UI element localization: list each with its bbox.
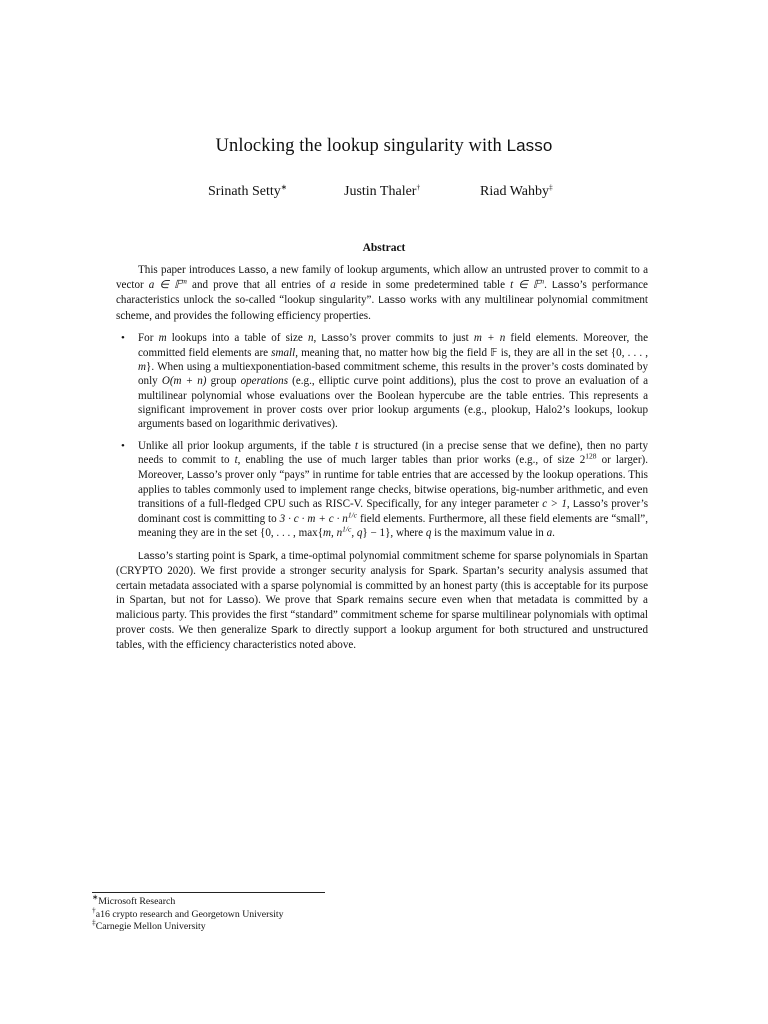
footnotes [92, 892, 284, 934]
abstract-heading: Abstract [362, 242, 406, 254]
author-wahby: Riad Wahby‡ [480, 182, 553, 199]
footnote-a16: †a16 crypto research and Georgetown University [92, 905, 284, 920]
abstract-paragraph-intro: This paper introduces Lasso, a new family of lookup arguments, which allow an untrusted prover to commit to a vector a ∈ 𝔽$^m$ and prove that all entries of a reside in some predetermined table t ∈ 𝔽$^n$. Lasso’s performance characteristics unlock the so-called “lookup singularity”. Lasso works with any multilinear polynomial commitment scheme, and provides the following efficiency properties. [116, 264, 648, 322]
abstract-paragraph-spark: Lasso’s starting point is Spark, a time-optimal polynomial commitment scheme for sparse polynomials in Spartan (CRYPTO 2020). We first provide a stronger security analysis for Spark. Spartan’s security analysis assumed that certain metadata associated with a sparse polynomial is committed by an honest party (this is acceptable for its purpose in Spartan, but not for Lasso). We prove that Spark remains secure even when that metadata is committed by a malicious party. This provides the first “standard” commitment scheme for sparse multilinear polynomials with optimal prover costs. We then generalize Spark to directly support a lookup argument for both structured and unstructured tables, with the efficiency characteristics noted above. [116, 549, 648, 651]
paper-title [0, 136, 768, 157]
footnote-cmu: ‡Carnegie Mellon University [92, 917, 206, 933]
footnote-microsoft: ∗Microsoft Research [92, 892, 176, 907]
abstract-body [116, 263, 648, 652]
author-setty: Srinath Setty∗ [208, 182, 288, 199]
list-item: • For m lookups into a table of size n, Lasso’s prover commits to just m + n field elements. Moreover, the committed field elements are small, meaning that, no matter how big the field 𝔽 is, they are all in the set {0, . . . , m}. When using a multiexponentiation-based commitment scheme, this results in the prover’s costs dominated by only O(m + n) group operations (e.g., elliptic curve point additions), plus the cost to prove an evaluation of a multilinear polynomial whose evaluations over the Boolean hypercube are the table entries. This represents a significant improvement in prover costs over prior lookup arguments (e.g., plookup, Halo2’s lookups, lookup arguments based on logarithmic derivatives). [116, 331, 648, 431]
author-thaler: Justin Thaler† [344, 182, 421, 199]
efficiency-property-list [116, 331, 648, 541]
title-text: Unlocking the lookup singularity with [215, 136, 502, 156]
footnote-rule [92, 892, 325, 893]
list-item: • Unlike all prior lookup arguments, if the table t is structured (in a precise sense that we define), then no party needs to commit to t, enabling the use of much larger tables than prior works (e.g., of size $2^{128}$ or larger). Moreover, Lasso’s prover only “pays” in runtime for table entries that are accessed by the lookup operations. This applies to tables commonly used to implement range checks, bitwise operations, big-number arithmetic, and even transitions of a full-fledged CPU such as RISC-V. Specifically, for any integer parameter c > 1, Lasso’s prover’s dominant cost is committing to $3 \cdot c \cdot m + c \cdot n^{1/c}$ field elements. Furthermore, all these field elements are “small”, meaning they are in the set {0, . . . , max{m, $n^{1/c}$, q} − 1}, where q is the maximum value in a. [116, 439, 648, 540]
title-lasso: Lasso [506, 136, 553, 155]
